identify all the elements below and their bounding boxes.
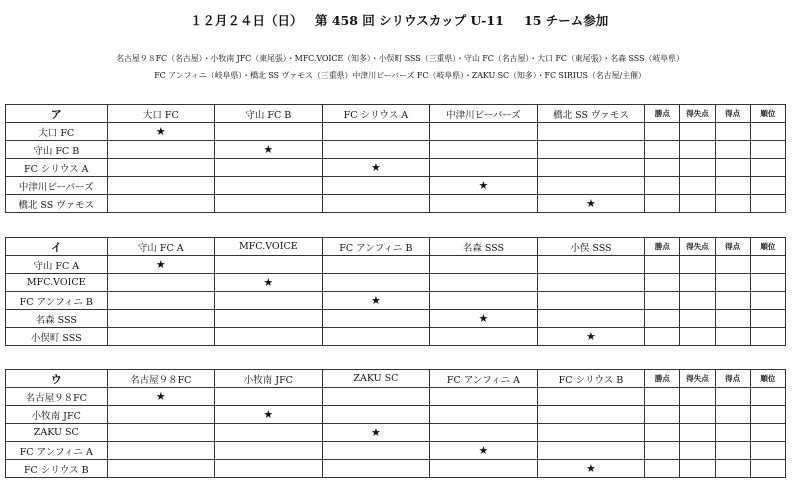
- stat-cell: [715, 460, 750, 478]
- stat-cell: [750, 460, 785, 478]
- table-row: [6, 256, 786, 274]
- stat-header: 順位: [750, 238, 785, 256]
- star-icon: ★: [478, 311, 489, 325]
- table-row: [6, 159, 786, 177]
- row-team-name: 橋北 SS ヴァモス: [6, 195, 108, 213]
- match-result-cell: [537, 159, 645, 177]
- stat-header: 順位: [750, 370, 785, 388]
- self-match-cell: [107, 123, 215, 141]
- match-result-cell: [430, 460, 538, 478]
- star-icon: ★: [586, 196, 596, 210]
- group-header-row: [6, 370, 786, 388]
- row-team-name: FC アンフィニ B: [6, 292, 108, 310]
- column-team-header: 大口 FC: [107, 105, 215, 123]
- group-header-row: [6, 238, 786, 256]
- match-result-cell: [537, 388, 645, 406]
- row-team-name: MFC.VOICE: [6, 274, 108, 292]
- match-result-cell: [322, 460, 430, 478]
- stat-cell: [680, 123, 715, 141]
- stat-header: 得失点: [680, 238, 715, 256]
- stat-cell: [680, 177, 715, 195]
- stat-cell: [680, 274, 715, 292]
- column-team-header: FC シリウス A: [322, 105, 430, 123]
- stat-cell: [750, 310, 785, 328]
- stat-cell: [645, 177, 680, 195]
- table-row: [6, 328, 786, 346]
- match-result-cell: [215, 424, 323, 442]
- star-icon: ★: [155, 389, 166, 403]
- column-team-header: ZAKU SC: [322, 370, 430, 388]
- stat-cell: [750, 159, 785, 177]
- match-result-cell: [322, 406, 430, 424]
- teams-count: 15 チーム参加: [524, 13, 609, 28]
- table-row: [6, 310, 786, 328]
- stat-cell: [750, 424, 785, 442]
- table-row: [6, 195, 786, 213]
- table-row: [6, 274, 786, 292]
- stat-cell: [750, 442, 785, 460]
- match-result-cell: [107, 406, 215, 424]
- match-result-cell: [107, 460, 215, 478]
- match-result-cell: [215, 328, 323, 346]
- column-team-header: 小牧南 JFC: [215, 370, 323, 388]
- stat-cell: [645, 274, 680, 292]
- self-match-cell: [322, 159, 430, 177]
- match-result-cell: [107, 177, 215, 195]
- match-result-cell: [430, 274, 538, 292]
- stat-cell: [750, 195, 785, 213]
- column-team-header: FC アンフィニ B: [322, 238, 430, 256]
- match-result-cell: [322, 442, 430, 460]
- table-row: [6, 292, 786, 310]
- star-icon: ★: [263, 407, 274, 421]
- self-match-cell: [215, 141, 323, 159]
- star-icon: ★: [263, 142, 274, 156]
- table-row: [6, 460, 786, 478]
- stat-cell: [645, 388, 680, 406]
- stat-cell: [645, 442, 680, 460]
- match-result-cell: [430, 292, 538, 310]
- match-result-cell: [430, 159, 538, 177]
- column-team-header: 守山 FC A: [107, 238, 215, 256]
- match-result-cell: [430, 123, 538, 141]
- self-match-cell: [430, 310, 538, 328]
- match-result-cell: [215, 460, 323, 478]
- table-row: [6, 388, 786, 406]
- stat-cell: [680, 424, 715, 442]
- stat-cell: [645, 195, 680, 213]
- row-team-name: 小俣町 SSS: [6, 328, 108, 346]
- stat-cell: [715, 424, 750, 442]
- team-list-line-2: FC アンフィニ（岐阜県）・橋北 SS ヴァモス（三重県）中津川ビーバーズ FC（岐阜県）・ZAKU SC（知多）・FC SIRIUS（名古屋/主催）: [154, 71, 646, 80]
- match-result-cell: [430, 328, 538, 346]
- column-team-header: 名森 SSS: [430, 238, 538, 256]
- stat-cell: [750, 123, 785, 141]
- stat-cell: [645, 460, 680, 478]
- match-result-cell: [215, 442, 323, 460]
- match-result-cell: [430, 388, 538, 406]
- stat-header: 得点: [715, 238, 750, 256]
- stat-cell: [680, 141, 715, 159]
- star-icon: ★: [370, 293, 381, 307]
- stat-cell: [715, 141, 750, 159]
- self-match-cell: [107, 256, 215, 274]
- match-result-cell: [107, 195, 215, 213]
- stat-cell: [715, 123, 750, 141]
- stat-cell: [645, 310, 680, 328]
- stat-header: 得失点: [680, 370, 715, 388]
- column-team-header: 小俣 SSS: [537, 238, 645, 256]
- match-result-cell: [215, 256, 323, 274]
- match-result-cell: [322, 310, 430, 328]
- row-team-name: FC シリウス B: [6, 460, 108, 478]
- match-result-cell: [537, 406, 645, 424]
- match-result-cell: [322, 274, 430, 292]
- stat-cell: [645, 123, 680, 141]
- row-team-name: 名古屋９８FC: [6, 388, 108, 406]
- stat-cell: [715, 159, 750, 177]
- stat-cell: [750, 177, 785, 195]
- match-result-cell: [537, 310, 645, 328]
- column-team-header: MFC.VOICE: [215, 238, 323, 256]
- match-result-cell: [107, 310, 215, 328]
- match-result-cell: [322, 388, 430, 406]
- match-result-cell: [537, 292, 645, 310]
- stat-cell: [645, 141, 680, 159]
- stat-cell: [645, 159, 680, 177]
- stat-cell: [680, 292, 715, 310]
- match-result-cell: [430, 195, 538, 213]
- stat-cell: [715, 292, 750, 310]
- group-label: ウ: [6, 370, 108, 388]
- self-match-cell: [215, 406, 323, 424]
- match-result-cell: [215, 292, 323, 310]
- group-label: ア: [6, 105, 108, 123]
- stat-cell: [680, 406, 715, 424]
- stat-header: 得点: [715, 105, 750, 123]
- star-icon: ★: [478, 178, 489, 192]
- row-team-name: 名森 SSS: [6, 310, 108, 328]
- match-result-cell: [107, 442, 215, 460]
- star-icon: ★: [478, 443, 489, 457]
- match-result-cell: [430, 406, 538, 424]
- stat-cell: [680, 195, 715, 213]
- match-result-cell: [430, 256, 538, 274]
- group-u-table: [5, 369, 786, 478]
- match-result-cell: [215, 123, 323, 141]
- match-result-cell: [215, 177, 323, 195]
- group-header-row: [6, 105, 786, 123]
- stat-cell: [645, 424, 680, 442]
- stat-cell: [750, 328, 785, 346]
- match-result-cell: [430, 141, 538, 159]
- self-match-cell: [215, 274, 323, 292]
- self-match-cell: [537, 460, 645, 478]
- stat-cell: [715, 406, 750, 424]
- match-result-cell: [537, 256, 645, 274]
- stat-cell: [715, 177, 750, 195]
- stat-cell: [680, 310, 715, 328]
- stat-cell: [645, 406, 680, 424]
- row-team-name: FC アンフィニ A: [6, 442, 108, 460]
- self-match-cell: [537, 195, 645, 213]
- stat-cell: [680, 460, 715, 478]
- match-result-cell: [107, 274, 215, 292]
- row-team-name: 大口 FC: [6, 123, 108, 141]
- stat-cell: [715, 195, 750, 213]
- event-name: 第 458 回 シリウスカップ U-11: [315, 13, 504, 28]
- match-result-cell: [322, 195, 430, 213]
- table-row: [6, 141, 786, 159]
- stat-cell: [715, 256, 750, 274]
- self-match-cell: [322, 292, 430, 310]
- stat-header: 得点: [715, 370, 750, 388]
- match-result-cell: [107, 292, 215, 310]
- self-match-cell: [537, 328, 645, 346]
- team-list-line-1: 名古屋９８FC（名古屋）・小牧南 JFC（東尾張）・MFC.VOICE（知多）・小俣町 SSS（三重県）・守山 FC（名古屋）・大口 FC（東尾張）・名森 SSS（岐阜県）: [116, 54, 684, 63]
- match-result-cell: [322, 256, 430, 274]
- stat-cell: [715, 442, 750, 460]
- self-match-cell: [107, 388, 215, 406]
- match-result-cell: [537, 424, 645, 442]
- match-result-cell: [215, 388, 323, 406]
- stat-cell: [680, 442, 715, 460]
- match-result-cell: [322, 141, 430, 159]
- match-result-cell: [215, 310, 323, 328]
- star-icon: ★: [586, 329, 596, 343]
- stat-cell: [680, 159, 715, 177]
- star-icon: ★: [155, 257, 166, 271]
- column-team-header: 守山 FC B: [215, 105, 323, 123]
- table-row: [6, 424, 786, 442]
- column-team-header: FC シリウス B: [537, 370, 645, 388]
- stat-cell: [715, 328, 750, 346]
- group-label: イ: [6, 238, 108, 256]
- stat-cell: [715, 388, 750, 406]
- match-result-cell: [322, 177, 430, 195]
- group-a-table: [5, 104, 786, 213]
- stat-cell: [750, 141, 785, 159]
- match-result-cell: [537, 442, 645, 460]
- star-icon: ★: [586, 461, 596, 475]
- stat-cell: [680, 256, 715, 274]
- row-team-name: 守山 FC B: [6, 141, 108, 159]
- row-team-name: 守山 FC A: [6, 256, 108, 274]
- match-result-cell: [107, 141, 215, 159]
- row-team-name: FC シリウス A: [6, 159, 108, 177]
- match-result-cell: [537, 177, 645, 195]
- self-match-cell: [430, 177, 538, 195]
- row-team-name: 小牧南 JFC: [6, 406, 108, 424]
- match-result-cell: [215, 159, 323, 177]
- star-icon: ★: [155, 124, 166, 138]
- stat-header: 順位: [750, 105, 785, 123]
- stat-header: 勝点: [645, 105, 680, 123]
- stat-cell: [645, 328, 680, 346]
- match-result-cell: [215, 195, 323, 213]
- stat-cell: [750, 406, 785, 424]
- stat-header: 勝点: [645, 238, 680, 256]
- stat-cell: [750, 256, 785, 274]
- table-row: [6, 123, 786, 141]
- match-result-cell: [537, 123, 645, 141]
- match-result-cell: [322, 328, 430, 346]
- star-icon: ★: [370, 160, 381, 174]
- self-match-cell: [322, 424, 430, 442]
- stat-cell: [645, 256, 680, 274]
- stat-header: 勝点: [645, 370, 680, 388]
- match-result-cell: [107, 328, 215, 346]
- row-team-name: ZAKU SC: [6, 424, 108, 442]
- stat-cell: [750, 292, 785, 310]
- stat-header: 得失点: [680, 105, 715, 123]
- stat-cell: [715, 274, 750, 292]
- match-result-cell: [430, 424, 538, 442]
- title-bar: [0, 11, 800, 31]
- column-team-header: 橋北 SS ヴァモス: [537, 105, 645, 123]
- table-row: [6, 406, 786, 424]
- self-match-cell: [430, 442, 538, 460]
- table-row: [6, 177, 786, 195]
- event-date: １２月２４日（日）: [190, 13, 303, 28]
- table-row: [6, 442, 786, 460]
- row-team-name: 中津川ビーバーズ: [6, 177, 108, 195]
- stat-cell: [680, 328, 715, 346]
- match-result-cell: [322, 123, 430, 141]
- stat-cell: [750, 388, 785, 406]
- match-result-cell: [537, 141, 645, 159]
- stat-cell: [645, 292, 680, 310]
- stat-cell: [750, 274, 785, 292]
- match-result-cell: [107, 424, 215, 442]
- match-result-cell: [537, 274, 645, 292]
- star-icon: ★: [263, 275, 274, 289]
- column-team-header: 中津川ビーバーズ: [430, 105, 538, 123]
- group-i-table: [5, 237, 786, 346]
- column-team-header: FC アンフィニ A: [430, 370, 538, 388]
- stat-cell: [680, 388, 715, 406]
- star-icon: ★: [370, 425, 381, 439]
- match-result-cell: [107, 159, 215, 177]
- stat-cell: [715, 310, 750, 328]
- column-team-header: 名古屋９８FC: [107, 370, 215, 388]
